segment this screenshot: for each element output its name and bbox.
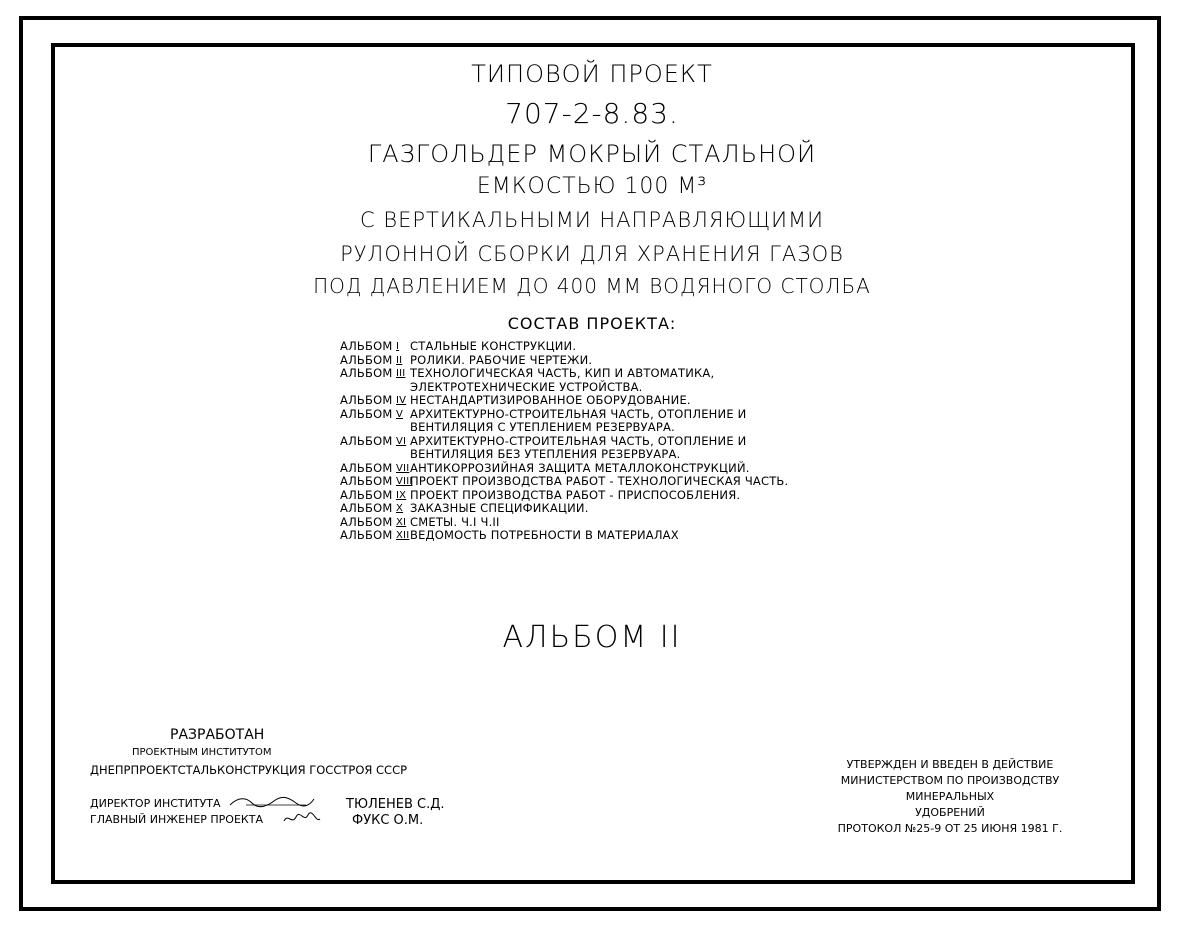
- album-text-line: АРХИТЕКТУРНО-СТРОИТЕЛЬНАЯ ЧАСТЬ, ОТОПЛЕНИЕ И: [410, 433, 747, 448]
- album-label: АЛЬБОМ: [340, 433, 393, 448]
- list-item: [340, 354, 900, 368]
- album-list: [340, 340, 900, 543]
- chief-engineer-row: [90, 813, 424, 828]
- album-number: I: [396, 341, 400, 352]
- album-text: [410, 475, 900, 489]
- album-text-line: ТЕХНОЛОГИЧЕСКАЯ ЧАСТЬ, КИП И АВТОМАТИКА,: [410, 366, 715, 380]
- album-label: АЛЬБОМ: [340, 406, 393, 421]
- album-label: АЛЬБОМ: [340, 501, 393, 515]
- album-text: [410, 462, 900, 476]
- album-text-line: ЭЛЕКТРОТЕХНИЧЕСКИЕ УСТРОЙСТВА.: [410, 379, 643, 394]
- album-label: АЛЬБОМ: [340, 339, 393, 353]
- album-number: XII: [396, 530, 410, 541]
- album-text-line: НЕСТАНДАРТИЗИРОВАННОЕ ОБОРУДОВАНИЕ.: [410, 393, 691, 407]
- director-row: [90, 797, 445, 812]
- approval-line-3: УДОБРЕНИЙ: [915, 806, 985, 819]
- chief-engineer-label: ГЛАВНЫЙ ИНЖЕНЕР ПРОЕКТА: [90, 813, 263, 826]
- album-text-line: СТАЛЬНЫЕ КОНСТРУКЦИИ.: [410, 339, 577, 353]
- developer-subtitle: ПРОЕКТНЫМ ИНСТИТУТОМ: [132, 747, 272, 758]
- list-item: [340, 435, 900, 462]
- list-item: [340, 408, 900, 435]
- album-number: VII: [396, 462, 410, 474]
- project-number: 707-2-8.83.: [505, 97, 679, 130]
- album-text-line: РОЛИКИ. РАБОЧИЕ ЧЕРТЕЖИ.: [410, 352, 593, 367]
- album-text: [410, 340, 900, 354]
- approval-line-1: УТВЕРЖДЕН И ВВЕДЕН В ДЕЙСТВИЕ: [846, 758, 1054, 771]
- album-number: II: [396, 354, 403, 366]
- album-text: [410, 502, 900, 516]
- list-item: [340, 475, 900, 489]
- current-album-title: АЛЬБОМ II: [502, 620, 682, 655]
- list-item: [340, 502, 900, 516]
- album-text: [410, 489, 900, 503]
- album-number: IX: [396, 489, 407, 501]
- album-text-line: СМЕТЫ. Ч.I Ч.II: [410, 514, 500, 529]
- title-line-4: ЕМКОСТЬЮ 100 М³: [476, 174, 708, 199]
- list-item: [340, 516, 900, 530]
- album-text-line: АНТИКОРРОЗИЙНАЯ ЗАЩИТА МЕТАЛЛОКОНСТРУКЦИЙ.: [410, 460, 750, 475]
- developer-title: РАЗРАБОТАН: [170, 727, 265, 743]
- album-number: X: [396, 503, 404, 514]
- approval-block: [800, 757, 1100, 837]
- album-number: XI: [396, 516, 407, 528]
- director-label: ДИРЕКТОР ИНСТИТУТА: [90, 797, 221, 810]
- album-number: VIII: [396, 476, 413, 487]
- approval-line-2: МИНИСТЕРСТВОМ ПО ПРОИЗВОДСТВУ МИНЕРАЛЬНЫХ: [840, 774, 1060, 803]
- list-item: [340, 394, 900, 408]
- album-text: [410, 367, 900, 394]
- album-text-line: ПРОЕКТ ПРОИЗВОДСТВА РАБОТ - ПРИСПОСОБЛЕНИЯ.: [410, 487, 741, 502]
- list-item: [340, 462, 900, 476]
- sostav-heading: СОСТАВ ПРОЕКТА:: [507, 314, 677, 333]
- album-label: АЛЬБОМ: [340, 352, 393, 367]
- album-text-line: ЗАКАЗНЫЕ СПЕЦИФИКАЦИИ.: [410, 501, 589, 515]
- title-line-1: ТИПОВОЙ ПРОЕКТ: [471, 60, 713, 88]
- album-label: АЛЬБОМ: [340, 528, 393, 542]
- title-line-7: ПОД ДАВЛЕНИЕМ ДО 400 ММ ВОДЯНОГО СТОЛБА: [313, 274, 871, 298]
- album-text-line: ВЕНТИЛЯЦИЯ БЕЗ УТЕПЛЕНИЯ РЕЗЕРВУАРА.: [410, 447, 681, 461]
- album-number: III: [396, 368, 406, 379]
- chief-engineer-name: ФУКС О.М.: [352, 813, 424, 828]
- album-text-line: ПРОЕКТ ПРОИЗВОДСТВА РАБОТ - ТЕХНОЛОГИЧЕСКАЯ ЧАСТЬ.: [410, 474, 789, 488]
- album-text-line: АРХИТЕКТУРНО-СТРОИТЕЛЬНАЯ ЧАСТЬ, ОТОПЛЕНИЕ И: [410, 406, 747, 421]
- album-text: [410, 516, 900, 530]
- album-label: АЛЬБОМ: [340, 487, 393, 502]
- album-number: VI: [396, 435, 407, 447]
- title-line-3: ГАЗГОЛЬДЕР МОКРЫЙ СТАЛЬНОЙ: [367, 140, 817, 168]
- album-text: [410, 394, 900, 408]
- album-label: АЛЬБОМ: [340, 393, 393, 407]
- approval-protocol: ПРОТОКОЛ №25-9 ОТ 25 ИЮНЯ 1981 Г.: [837, 822, 1063, 835]
- title-line-6: РУЛОННОЙ СБОРКИ ДЛЯ ХРАНЕНИЯ ГАЗОВ: [340, 242, 844, 266]
- list-item: [340, 529, 900, 543]
- album-text: [410, 435, 900, 462]
- director-name: ТЮЛЕНЕВ С.Д.: [346, 797, 445, 812]
- album-text-line: ВЕНТИЛЯЦИЯ С УТЕПЛЕНИЕМ РЕЗЕРВУАРА.: [410, 420, 675, 434]
- list-item: [340, 489, 900, 503]
- album-number: IV: [396, 395, 407, 406]
- album-label: АЛЬБОМ: [340, 460, 393, 475]
- album-label: АЛЬБОМ: [340, 514, 393, 529]
- chief-engineer-signature-icon: [282, 811, 322, 827]
- developer-organization: ДНЕПРПРОЕКТСТАЛЬКОНСТРУКЦИЯ ГОССТРОЯ СССР: [90, 763, 408, 777]
- album-text-line: ВЕДОМОСТЬ ПОТРЕБНОСТИ В МАТЕРИАЛАХ: [410, 528, 679, 542]
- album-text: [410, 529, 900, 543]
- list-item: [340, 367, 900, 394]
- album-label: АЛЬБОМ: [340, 474, 393, 488]
- album-text: [410, 354, 900, 368]
- album-text: [410, 408, 900, 435]
- title-line-5: С ВЕРТИКАЛЬНЫМИ НАПРАВЛЯЮЩИМИ: [360, 208, 824, 232]
- director-signature-icon: [226, 793, 318, 811]
- album-label: АЛЬБОМ: [340, 366, 393, 380]
- list-item: [340, 340, 900, 354]
- album-number: V: [396, 408, 404, 420]
